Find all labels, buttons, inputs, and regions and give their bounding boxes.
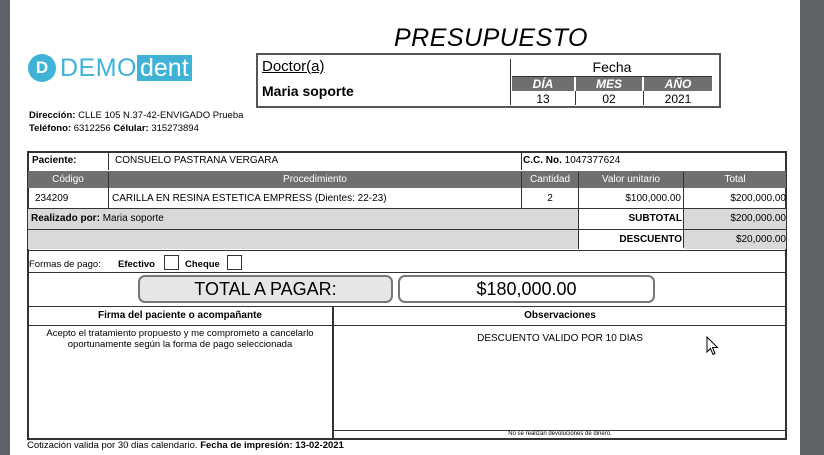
observaciones-header: Observaciones <box>524 310 596 321</box>
direccion-value: CLLE 105 N.37-42-ENVIGADO Prueba <box>78 110 244 121</box>
subtotal-label: SUBTOTAL <box>628 213 682 224</box>
firma-text <box>28 328 332 350</box>
patient-label: Paciente: <box>32 155 77 166</box>
cc-line <box>523 152 620 170</box>
header-valor-unitario: Valor unitario <box>601 174 661 185</box>
logo-text-dent: dent <box>137 55 192 81</box>
devoluciones-note: No se realizan devoluciones de dinero. <box>508 431 612 437</box>
cc-label: C.C. No. <box>523 155 562 166</box>
dia-value: 13 <box>536 92 550 106</box>
efectivo-label: Efectivo <box>118 259 155 270</box>
footer-text: Cotización valida por 30 dias calendario. <box>27 440 198 451</box>
mouse-cursor-icon <box>706 336 720 356</box>
celular-value: 315273894 <box>151 123 199 134</box>
header-codigo: Código <box>52 174 84 185</box>
row-codigo: 234209 <box>35 193 69 204</box>
logo-d-icon: D <box>28 54 56 82</box>
divider <box>28 272 786 273</box>
ano-value: 2021 <box>664 92 692 106</box>
mes-label: MES <box>576 77 642 91</box>
divider <box>332 306 334 439</box>
realizado-label: Realizado por: <box>31 213 100 224</box>
footer-note <box>27 440 344 451</box>
document-page <box>10 0 800 455</box>
realizado-value: Maria soporte <box>102 213 164 224</box>
footer-fecha-label: Fecha de impresión: <box>200 440 293 451</box>
header-procedimiento: Procedimiento <box>283 174 347 185</box>
address-line <box>29 110 243 121</box>
header-cantidad: Cantidad <box>529 174 571 185</box>
logo-text-demo: DEMO <box>60 53 137 82</box>
patient-name: CONSUELO PASTRANA VERGARA <box>115 155 279 166</box>
doctor-label: Doctor(a) <box>262 58 325 75</box>
row-procedimiento: CARILLA EN RESINA ESTETICA EMPRESS (Dientes: 22-23) <box>112 193 387 204</box>
logo <box>28 54 192 82</box>
descuento-value: $20,000.00 <box>735 234 786 245</box>
row-valor-unitario: $100,000.00 <box>625 193 681 204</box>
cheque-label: Cheque <box>185 259 220 270</box>
mes-value: 02 <box>602 92 616 106</box>
blank-gray-cell <box>28 230 578 249</box>
subtotal-value: $200,000.00 <box>730 213 786 224</box>
direccion-label: Dirección: <box>29 110 76 121</box>
realizado-line <box>31 210 164 228</box>
telefono-label: Teléfono: <box>29 123 72 134</box>
divider <box>510 59 511 105</box>
celular-label: Célular: <box>113 123 149 134</box>
doctor-date-box <box>256 53 721 108</box>
total-label: TOTAL A PAGAR: <box>138 275 393 303</box>
observaciones-text: DESCUENTO VALIDO POR 10 DIAS <box>477 333 643 344</box>
cheque-checkbox[interactable] <box>227 255 242 270</box>
telefono-value: 6312256 <box>73 123 111 134</box>
document-title: PRESUPUESTO <box>394 24 588 52</box>
formas-pago-label: Formas de pago: <box>29 259 101 270</box>
divider <box>28 250 786 251</box>
cc-value: 1047377624 <box>564 155 621 166</box>
phone-line <box>29 123 199 134</box>
divider <box>108 152 109 170</box>
total-value: $180,000.00 <box>398 275 655 303</box>
row-cantidad: 2 <box>547 193 553 204</box>
row-total: $200,000.00 <box>730 193 786 204</box>
firma-text-line-2: oportunamente según la forma de pago seleccionada <box>67 339 293 350</box>
divider <box>521 152 522 170</box>
ano-label: AÑO <box>644 77 712 91</box>
efectivo-checkbox[interactable] <box>164 255 179 270</box>
descuento-label: DESCUENTO <box>619 234 682 245</box>
firma-text-line-1: Acepto el tratamiento propuesto y me comprometo a cancelarlo <box>46 328 314 339</box>
dia-label: DÍA <box>512 77 574 91</box>
firma-header: Firma del paciente o acompañante <box>98 310 262 321</box>
divider <box>28 325 786 326</box>
footer-fecha-value: 13-02-2021 <box>295 440 344 451</box>
doctor-name: Maria soporte <box>262 83 354 99</box>
header-total: Total <box>724 174 746 185</box>
fecha-label: Fecha <box>592 59 632 75</box>
divider <box>108 172 109 208</box>
